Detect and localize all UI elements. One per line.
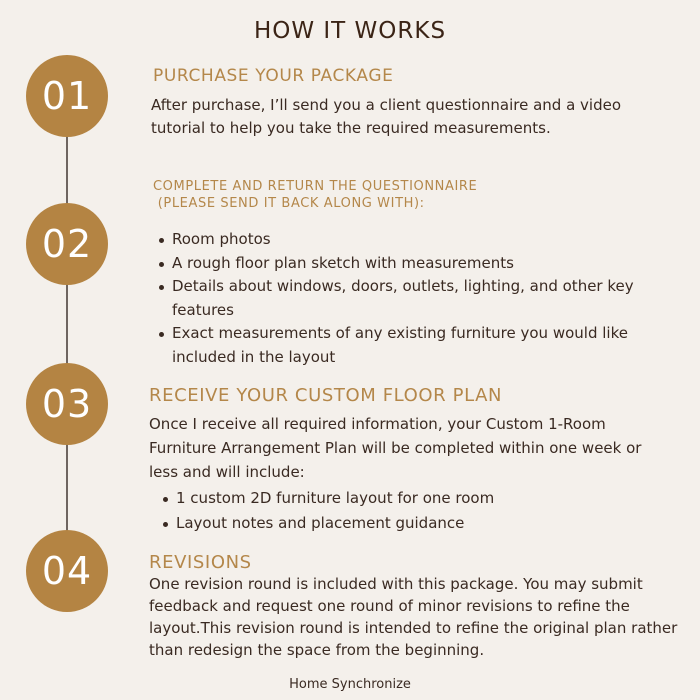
step-02-title-line2: (PLEASE SEND IT BACK ALONG WITH): [153,196,425,211]
step-01-title: PURCHASE YOUR PACKAGE [153,66,394,86]
step-02-bullet-list [158,228,658,369]
page-title: HOW IT WORKS [253,18,447,44]
bullet-icon [159,238,164,243]
step-03-title: RECEIVE YOUR CUSTOM FLOOR PLAN [149,385,503,406]
step-number-02: 02 [26,203,108,285]
list-item: A rough floor plan sketch with measurements [158,252,658,276]
step-02-title-line1: COMPLETE AND RETURN THE QUESTIONNAIRE [153,179,478,194]
footer-brand: Home Synchronize [289,677,411,692]
list-item: 1 custom 2D furniture layout for one room [162,486,662,511]
timeline-line [66,110,68,580]
list-item: Details about windows, doors, outlets, lighting, and other key features [158,275,658,322]
bullet-icon [163,497,168,502]
step-04-body: One revision round is included with this package. You may submit feedback and request one round of minor revisions to refine the layout.This revision round is intended to refine the original plan rather than redesign the space from the beginning. [149,575,678,659]
list-item: Layout notes and placement guidance [162,511,662,536]
step-02-title [153,178,477,212]
bullet-icon [159,332,164,337]
bullet-icon [159,285,164,290]
step-03-body: Once I receive all required information, your Custom 1-Room Furniture Arrangement Plan will be completed within one week or less and will include: [149,415,642,481]
list-item: Room photos [158,228,658,252]
step-01-body: After purchase, I’ll send you a client questionnaire and a video tutorial to help you take the required measurements. [151,96,621,137]
step-04-title: REVISIONS [149,552,252,573]
step-number-01: 01 [26,55,108,137]
step-03-bullet-list [162,486,662,536]
step-number-03: 03 [26,363,108,445]
step-number-04: 04 [26,530,108,612]
list-item: Exact measurements of any existing furniture you would like included in the layout [158,322,658,369]
bullet-icon [163,522,168,527]
bullet-icon [159,262,164,267]
